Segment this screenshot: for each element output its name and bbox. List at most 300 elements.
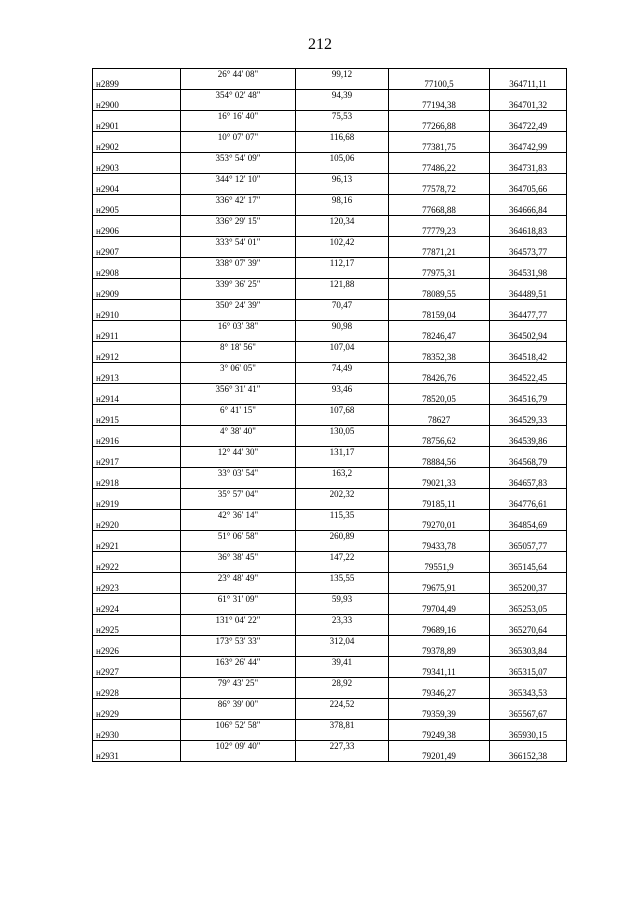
coordinate-y: 364657,83 [490,478,567,489]
segment-row [93,552,567,563]
direction-angle: 8° 18' 56" [181,342,296,353]
coordinate-x: 79021,33 [389,478,490,489]
point-name-cell [93,699,181,710]
coordinate-x: 79551,9 [389,562,490,573]
point-name-cell [93,405,181,416]
segment-row [93,132,567,143]
coordinate-y-cell [490,363,567,374]
coordinate-x-cell [389,678,490,689]
point-name: н2931 [93,751,181,762]
segment-length: 378,81 [296,720,389,731]
direction-angle: 356° 31' 41" [181,384,296,395]
point-name-cell [93,69,181,80]
coordinate-y-cell [490,699,567,710]
direction-angle-cell [181,646,296,657]
segment-row [93,615,567,626]
coordinate-x: 78756,62 [389,436,490,447]
point-name-cell [93,615,181,626]
point-name: н2928 [93,688,181,699]
direction-angle-cell [181,352,296,363]
segment-length-cell [296,709,389,720]
point-row [93,646,567,657]
coordinate-y: 364477,77 [490,310,567,321]
segment-length: 28,92 [296,678,389,689]
coordinate-x: 79378,89 [389,646,490,657]
point-name: н2909 [93,289,181,300]
segment-length: 115,35 [296,510,389,521]
direction-angle: 79° 43' 25" [181,678,296,689]
point-name-cell [93,111,181,122]
point-name: н2911 [93,331,181,342]
segment-length-cell [296,478,389,489]
coordinate-y: 364531,98 [490,268,567,279]
direction-angle-cell [181,163,296,174]
point-name-cell [93,426,181,437]
coordinate-x-cell [389,615,490,626]
segment-length-cell [296,457,389,468]
coordinate-x: 77975,31 [389,268,490,279]
point-row [93,100,567,111]
coordinate-y-cell [490,405,567,416]
coordinate-x-cell [389,111,490,122]
point-row [93,625,567,636]
coordinate-y-cell [490,132,567,143]
segment-length-cell [296,100,389,111]
direction-angle: 3° 06' 05" [181,363,296,374]
point-name: н2920 [93,520,181,531]
coordinate-y-cell [490,615,567,626]
segment-length: 312,04 [296,636,389,647]
point-row [93,373,567,384]
coordinate-x-cell [389,90,490,101]
direction-angle-cell [181,289,296,300]
segment-length-cell [296,205,389,216]
coordinate-y: 365057,77 [490,541,567,552]
coordinate-x-cell [389,636,490,647]
direction-angle: 173° 53' 33" [181,636,296,647]
direction-angle: 353° 54' 09" [181,153,296,164]
segment-length-cell [296,394,389,405]
coordinate-x-cell [389,741,490,752]
coordinate-x-cell [389,153,490,164]
direction-angle: 131° 04' 22" [181,615,296,626]
segment-row [93,741,567,752]
segment-length-cell [296,226,389,237]
direction-angle-cell [181,394,296,405]
coordinate-x: 78520,05 [389,394,490,405]
segment-length: 224,52 [296,699,389,710]
coordinate-y: 364516,79 [490,394,567,405]
direction-angle-cell [181,541,296,552]
point-name-cell [93,531,181,542]
coordinate-x-cell [389,657,490,668]
segment-length-cell [296,121,389,132]
coordinate-x-cell [389,258,490,269]
coordinate-x-cell [389,720,490,731]
segment-length-cell [296,352,389,363]
segment-length: 116,68 [296,132,389,143]
coordinate-x: 79689,16 [389,625,490,636]
segment-length-cell [296,415,389,426]
segment-row [93,405,567,416]
direction-angle-cell [181,520,296,531]
coordinate-x-cell [389,531,490,542]
coordinate-y-cell [490,111,567,122]
point-row [93,583,567,594]
point-name-cell [93,573,181,584]
coordinate-x: 79359,39 [389,709,490,720]
point-name-cell [93,321,181,332]
point-name: н2919 [93,499,181,510]
segment-length-cell [296,541,389,552]
segment-length: 23,33 [296,615,389,626]
segment-row [93,636,567,647]
point-row [93,499,567,510]
direction-angle-cell [181,247,296,258]
point-name: н2899 [93,79,181,90]
coordinate-x: 78159,04 [389,310,490,321]
segment-row [93,678,567,689]
point-row [93,352,567,363]
coordinate-y-cell [490,300,567,311]
coordinates-table [92,68,567,762]
segment-length-cell [296,583,389,594]
direction-angle: 16° 16' 40" [181,111,296,122]
direction-angle-cell [181,331,296,342]
point-name-cell [93,489,181,500]
direction-angle: 338° 07' 39" [181,258,296,269]
point-name-cell [93,447,181,458]
coordinate-y-cell [490,573,567,584]
direction-angle-cell [181,751,296,762]
coordinate-y-cell [490,741,567,752]
segment-row [93,90,567,101]
direction-angle: 339° 36' 25" [181,279,296,290]
segment-length: 112,17 [296,258,389,269]
point-name: н2924 [93,604,181,615]
coordinate-y-cell [490,342,567,353]
direction-angle: 86° 39' 00" [181,699,296,710]
segment-length-cell [296,625,389,636]
direction-angle: 344° 12' 10" [181,174,296,185]
point-row [93,751,567,762]
direction-angle-cell [181,499,296,510]
segment-length-cell [296,562,389,573]
direction-angle-cell [181,100,296,111]
segment-row [93,195,567,206]
coordinate-x-cell [389,573,490,584]
coordinate-y: 364711,11 [490,79,567,90]
segment-row [93,69,567,80]
segment-length: 102,42 [296,237,389,248]
segment-length: 202,32 [296,489,389,500]
segment-row [93,111,567,122]
coordinates-table-body [93,69,567,762]
segment-length-cell [296,184,389,195]
coordinate-y: 364776,61 [490,499,567,510]
coordinate-y-cell [490,216,567,227]
coordinate-y-cell [490,489,567,500]
coordinate-y: 365567,67 [490,709,567,720]
segment-length-cell [296,604,389,615]
point-name: н2930 [93,730,181,741]
coordinate-y: 364722,49 [490,121,567,132]
point-name: н2921 [93,541,181,552]
segment-row [93,384,567,395]
segment-length: 94,39 [296,90,389,101]
segment-row [93,657,567,668]
segment-row [93,510,567,521]
coordinate-x [389,69,490,80]
point-row [93,247,567,258]
coordinate-x-cell [389,468,490,479]
coordinate-x: 77194,38 [389,100,490,111]
coordinate-y-cell [490,90,567,101]
segment-length: 163,2 [296,468,389,479]
segment-length-cell [296,499,389,510]
segment-row [93,258,567,269]
coordinate-x-cell [389,594,490,605]
point-name: н2908 [93,268,181,279]
segment-length: 107,04 [296,342,389,353]
coordinate-x: 77779,23 [389,226,490,237]
segment-length: 93,46 [296,384,389,395]
coordinate-x-cell [389,195,490,206]
segment-row [93,720,567,731]
point-name-cell [93,237,181,248]
coordinate-y: 364489,51 [490,289,567,300]
direction-angle: 61° 31' 09" [181,594,296,605]
coordinate-x: 77381,75 [389,142,490,153]
coordinate-y: 364701,32 [490,100,567,111]
point-name-cell [93,153,181,164]
segment-row [93,489,567,500]
point-name: н2914 [93,394,181,405]
direction-angle: 102° 09' 40" [181,741,296,752]
coordinate-x: 79346,27 [389,688,490,699]
coordinate-x-cell [389,342,490,353]
segment-length: 120,34 [296,216,389,227]
coordinate-x-cell [389,447,490,458]
direction-angle: 26° 44' 08" [181,69,296,80]
point-row [93,205,567,216]
direction-angle-cell [181,625,296,636]
segment-length: 227,33 [296,741,389,752]
direction-angle: 23° 48' 49" [181,573,296,584]
point-name-cell [93,258,181,269]
point-row [93,457,567,468]
segment-row [93,300,567,311]
point-row [93,688,567,699]
direction-angle-cell [181,457,296,468]
segment-length-cell [296,436,389,447]
coordinate-y: 365343,53 [490,688,567,699]
segment-length: 130,05 [296,426,389,437]
segment-row [93,363,567,374]
segment-row [93,426,567,437]
coordinate-x: 77100,5 [389,79,490,90]
direction-angle-cell [181,268,296,279]
point-name: н2916 [93,436,181,447]
segment-row [93,573,567,584]
direction-angle-cell [181,709,296,720]
direction-angle: 6° 41' 15" [181,405,296,416]
coordinate-y-cell [490,552,567,563]
coordinate-x: 79270,01 [389,520,490,531]
coordinate-y: 364518,42 [490,352,567,363]
coordinate-y: 366152,38 [490,751,567,762]
direction-angle-cell [181,373,296,384]
coordinate-y: 364731,83 [490,163,567,174]
coordinate-y: 365200,37 [490,583,567,594]
coordinate-x: 79675,91 [389,583,490,594]
segment-length-cell [296,646,389,657]
point-name: н2912 [93,352,181,363]
segment-length-cell [296,667,389,678]
segment-length-cell [296,310,389,321]
coordinate-x: 78352,38 [389,352,490,363]
point-name-cell [93,510,181,521]
coordinate-y-cell [490,657,567,668]
direction-angle-cell [181,226,296,237]
coordinate-y-cell [490,468,567,479]
segment-row [93,531,567,542]
direction-angle: 336° 29' 15" [181,216,296,227]
segment-length: 260,89 [296,531,389,542]
coordinate-y: 365930,15 [490,730,567,741]
direction-angle-cell [181,142,296,153]
point-name-cell [93,195,181,206]
point-row [93,310,567,321]
coordinate-y: 364618,83 [490,226,567,237]
point-row [93,415,567,426]
point-row [93,604,567,615]
coordinate-x-cell [389,699,490,710]
point-row [93,730,567,741]
coordinate-x-cell [389,405,490,416]
point-name-cell [93,741,181,752]
direction-angle: 36° 38' 45" [181,552,296,563]
coordinate-y: 364666,84 [490,205,567,216]
point-name-cell [93,657,181,668]
segment-length: 147,22 [296,552,389,563]
coordinate-x: 79341,11 [389,667,490,678]
point-name: н2915 [93,415,181,426]
direction-angle: 12° 44' 30" [181,447,296,458]
point-row [93,268,567,279]
coordinate-x: 77578,72 [389,184,490,195]
segment-length: 74,49 [296,363,389,374]
segment-length: 59,93 [296,594,389,605]
segment-length: 99,12 [296,69,389,80]
coordinate-y-cell [490,510,567,521]
direction-angle-cell [181,478,296,489]
direction-angle: 350° 24' 39" [181,300,296,311]
direction-angle: 163° 26' 44" [181,657,296,668]
point-name-cell [93,384,181,395]
coordinate-x-cell [389,216,490,227]
coordinate-y: 365303,84 [490,646,567,657]
point-row [93,163,567,174]
point-row [93,79,567,90]
coordinate-x: 78884,56 [389,457,490,468]
direction-angle-cell [181,688,296,699]
point-row [93,142,567,153]
point-row [93,394,567,405]
point-name: н2907 [93,247,181,258]
point-name: н2901 [93,121,181,132]
coordinate-y-cell [490,531,567,542]
point-row [93,289,567,300]
direction-angle: 33° 03' 54" [181,468,296,479]
segment-length-cell [296,268,389,279]
coordinate-x-cell [389,132,490,143]
segment-length-cell [296,163,389,174]
direction-angle: 333° 54' 01" [181,237,296,248]
point-name-cell [93,342,181,353]
point-row [93,520,567,531]
point-row [93,331,567,342]
segment-row [93,216,567,227]
point-row [93,184,567,195]
coordinate-x: 78426,76 [389,373,490,384]
segment-row [93,153,567,164]
direction-angle: 10° 07' 07" [181,132,296,143]
segment-row [93,468,567,479]
point-row [93,436,567,447]
point-name: н2918 [93,478,181,489]
coordinate-y: 365145,64 [490,562,567,573]
direction-angle-cell [181,583,296,594]
point-name-cell [93,552,181,563]
point-name: н2917 [93,457,181,468]
coordinate-x-cell [389,321,490,332]
coordinate-x: 77871,21 [389,247,490,258]
segment-row [93,279,567,290]
coordinate-y: 364522,45 [490,373,567,384]
coordinate-y-cell [490,678,567,689]
direction-angle-cell [181,205,296,216]
point-name-cell [93,678,181,689]
coordinate-x-cell [389,237,490,248]
segment-length: 98,16 [296,195,389,206]
direction-angle-cell [181,184,296,195]
segment-row [93,447,567,458]
segment-length-cell [296,520,389,531]
direction-angle: 35° 57' 04" [181,489,296,500]
coordinate-y: 364742,99 [490,142,567,153]
segment-length-cell [296,142,389,153]
point-name: н2922 [93,562,181,573]
segment-length-cell [296,79,389,90]
point-name: н2929 [93,709,181,720]
coordinate-y-cell [490,321,567,332]
point-name: н2913 [93,373,181,384]
coordinate-y-cell [490,636,567,647]
point-name: н2927 [93,667,181,678]
point-name-cell [93,174,181,185]
coordinate-x-cell [389,363,490,374]
coordinate-x: 77668,88 [389,205,490,216]
segment-length: 121,88 [296,279,389,290]
point-name: н2905 [93,205,181,216]
coordinate-x: 79201,49 [389,751,490,762]
segment-length-cell [296,331,389,342]
direction-angle: 336° 42' 17" [181,195,296,206]
coordinate-x-cell [389,279,490,290]
segment-length-cell [296,751,389,762]
coordinate-x-cell [389,300,490,311]
